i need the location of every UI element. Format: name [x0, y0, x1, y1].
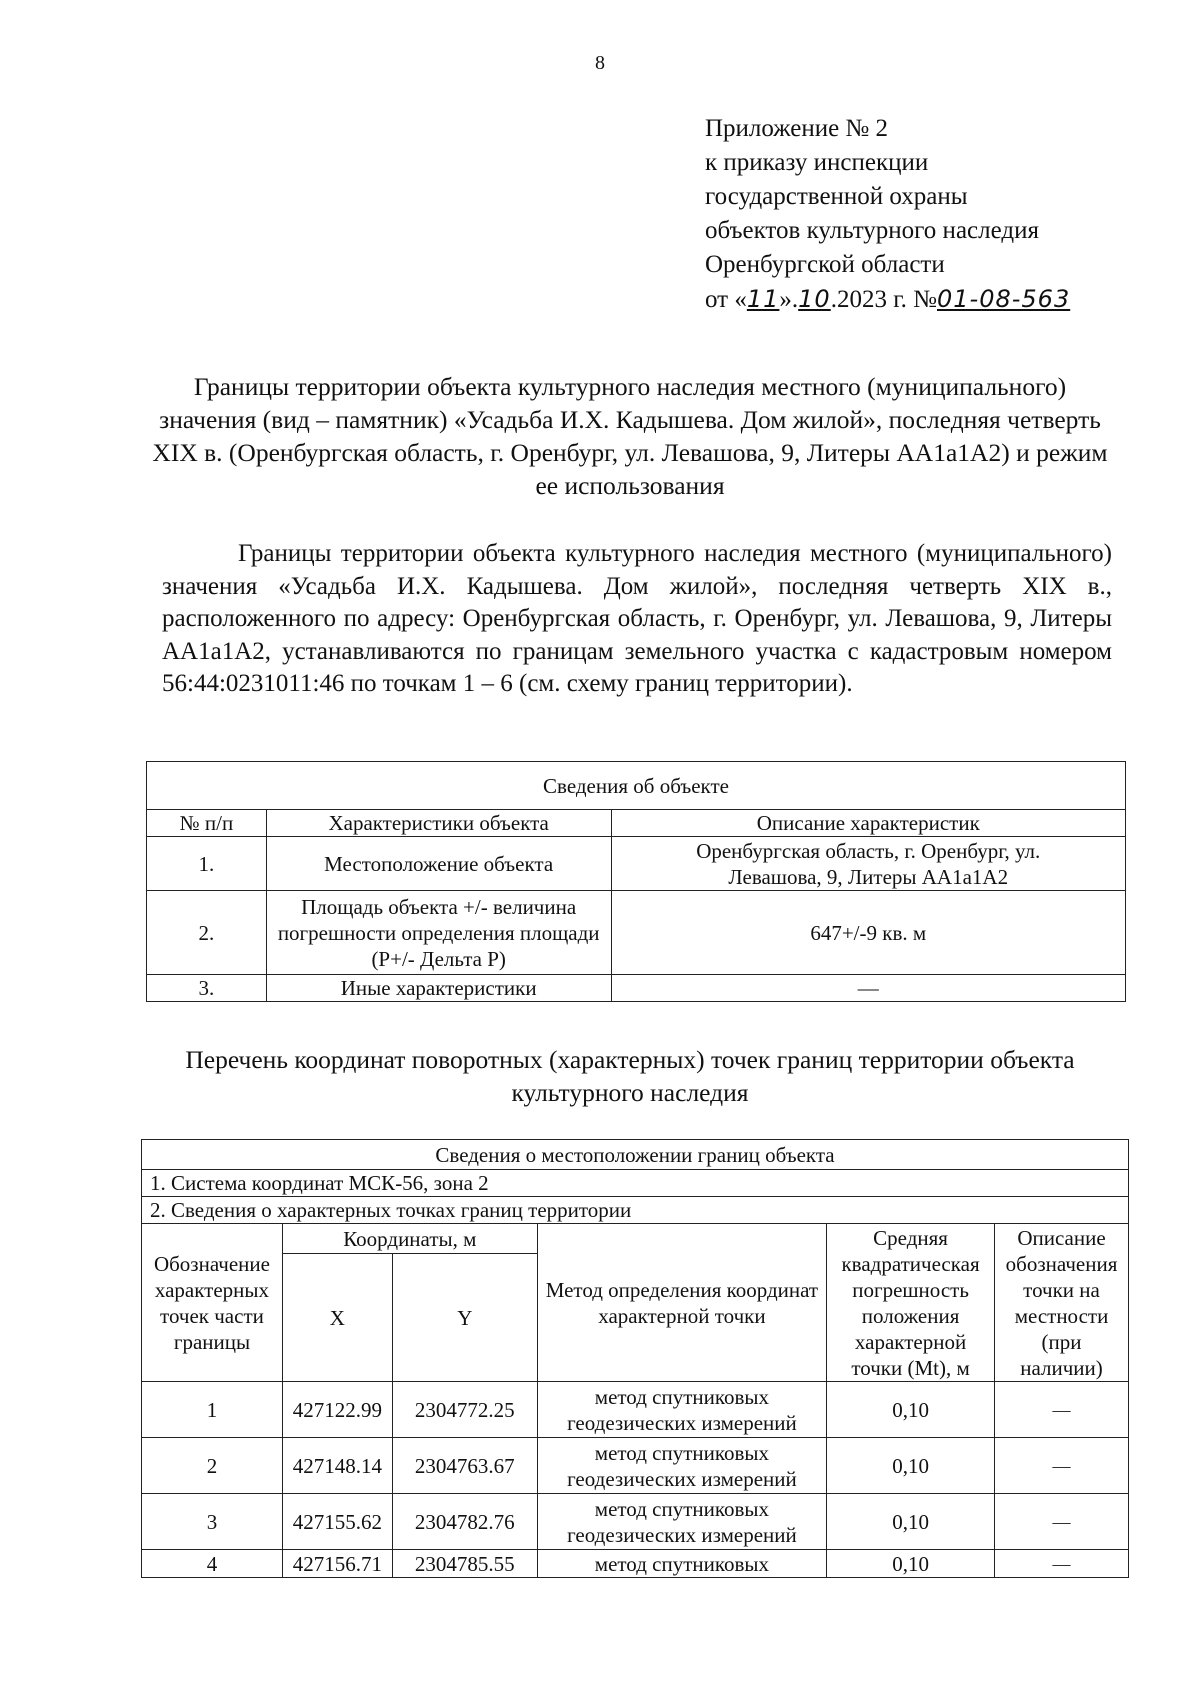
column-header-error: Средняя квадратическая погрешность положения характерной точки (Mt), м [827, 1224, 995, 1382]
row-number: 1. [147, 837, 267, 891]
point-label: 4 [142, 1550, 283, 1578]
appendix-line: объектов культурного наследия [705, 217, 1039, 244]
error: 0,10 [827, 1438, 995, 1494]
object-info-table [146, 761, 1126, 1002]
column-header-x: X [282, 1254, 392, 1382]
point-description: — [995, 1494, 1129, 1550]
coord-y: 2304785.55 [392, 1550, 537, 1578]
appendix-line: государственной охраны [705, 183, 968, 210]
row-characteristic: Местоположение объекта [266, 837, 611, 891]
table-row [142, 1550, 1129, 1578]
coords-table-header: Сведения о местоположении границ объекта [142, 1140, 1129, 1170]
coordinates-title: Перечень координат поворотных (характерных) точек границ территории объекта культурного наследия [185, 1045, 1075, 1107]
row-characteristic: Иные характеристики [266, 975, 611, 1002]
table-row [147, 975, 1126, 1002]
column-header-method: Метод определения координат характерной точки [537, 1224, 826, 1382]
appendix-block [705, 112, 1070, 317]
coordinates-table [141, 1139, 1129, 1578]
body-paragraph: Границы территории объекта культурного наследия местного (муниципального) значения «Усадьба И.Х. Кадышева. Дом жилой», последняя четверть XIX в., расположенного по адресу: Оренбургская область, г. Оренбург, ул. Левашова, 9, Литеры АА1а1А2, устанавливаются по границам земельного участка с кадастровым номером 56:44:0231011:46 по точкам 1 – 6 (см. схему границ территории). [162, 540, 1112, 697]
column-header: № п/п [147, 810, 267, 837]
column-header-point: Обозначение характерных точек части границы [142, 1224, 283, 1382]
method: метод спутниковых геодезических измерений [537, 1494, 826, 1550]
coord-x: 427148.14 [282, 1438, 392, 1494]
coord-x: 427156.71 [282, 1550, 392, 1578]
row-description: — [611, 975, 1126, 1002]
coordinate-system: 1. Система координат МСК-56, зона 2 [142, 1170, 1129, 1197]
error: 0,10 [827, 1382, 995, 1438]
appendix-line: Оренбургской области [705, 251, 945, 278]
coord-y: 2304763.67 [392, 1438, 537, 1494]
row-characteristic: Площадь объекта +/- величина погрешности определения площади (Р+/- Дельта Р) [266, 891, 611, 975]
date-year: .2023 г. № [830, 286, 937, 313]
appendix-line: Приложение № 2 [705, 115, 889, 142]
page-number: 8 [595, 52, 605, 74]
column-header-y: Y [392, 1254, 537, 1382]
document-title: Границы территории объекта культурного наследия местного (муниципального) значения (вид – памятник) «Усадьба И.Х. Кадышева. Дом жилой», последняя четверть XIX в. (Оренбургская область, г. Оренбург, ул. Левашова, 9, Литеры АА1а1А2) и режим ее использования [152, 372, 1108, 500]
row-description: 647+/-9 кв. м [611, 891, 1126, 975]
coord-x: 427155.62 [282, 1494, 392, 1550]
date-prefix: от « [705, 286, 747, 313]
handwritten-day: 11 [746, 285, 780, 313]
column-header-description: Описание обозначения точки на местности (при наличии) [995, 1224, 1129, 1382]
point-label: 1 [142, 1382, 283, 1438]
row-number: 3. [147, 975, 267, 1002]
appendix-line: к приказу инспекции [705, 149, 929, 176]
date-mid: ». [779, 286, 799, 313]
table-row [142, 1438, 1129, 1494]
row-number: 2. [147, 891, 267, 975]
coord-x: 427122.99 [282, 1382, 392, 1438]
table-row [147, 837, 1126, 891]
appendix-date-line [705, 282, 1070, 317]
table-row [147, 891, 1126, 975]
object-table-header: Сведения об объекте [147, 762, 1126, 810]
error: 0,10 [827, 1494, 995, 1550]
method: метод спутниковых геодезических измерений [537, 1382, 826, 1438]
coord-y: 2304772.25 [392, 1382, 537, 1438]
point-description: — [995, 1550, 1129, 1578]
row-description: Оренбургская область, г. Оренбург, ул. Левашова, 9, Литеры АА1а1А2 [611, 837, 1126, 891]
column-header: Характеристики объекта [266, 810, 611, 837]
point-label: 3 [142, 1494, 283, 1550]
point-description: — [995, 1438, 1129, 1494]
handwritten-month: 10 [798, 285, 831, 313]
handwritten-order-number: 01-08-563 [937, 285, 1071, 313]
column-header: Описание характеристик [611, 810, 1126, 837]
points-section: 2. Сведения о характерных точках границ территории [142, 1197, 1129, 1224]
method: метод спутниковых [537, 1550, 826, 1578]
coord-y: 2304782.76 [392, 1494, 537, 1550]
column-header-coordinates: Координаты, м [282, 1224, 537, 1254]
method: метод спутниковых геодезических измерений [537, 1438, 826, 1494]
point-label: 2 [142, 1438, 283, 1494]
table-row [142, 1382, 1129, 1438]
table-row [142, 1494, 1129, 1550]
error: 0,10 [827, 1550, 995, 1578]
point-description: — [995, 1382, 1129, 1438]
